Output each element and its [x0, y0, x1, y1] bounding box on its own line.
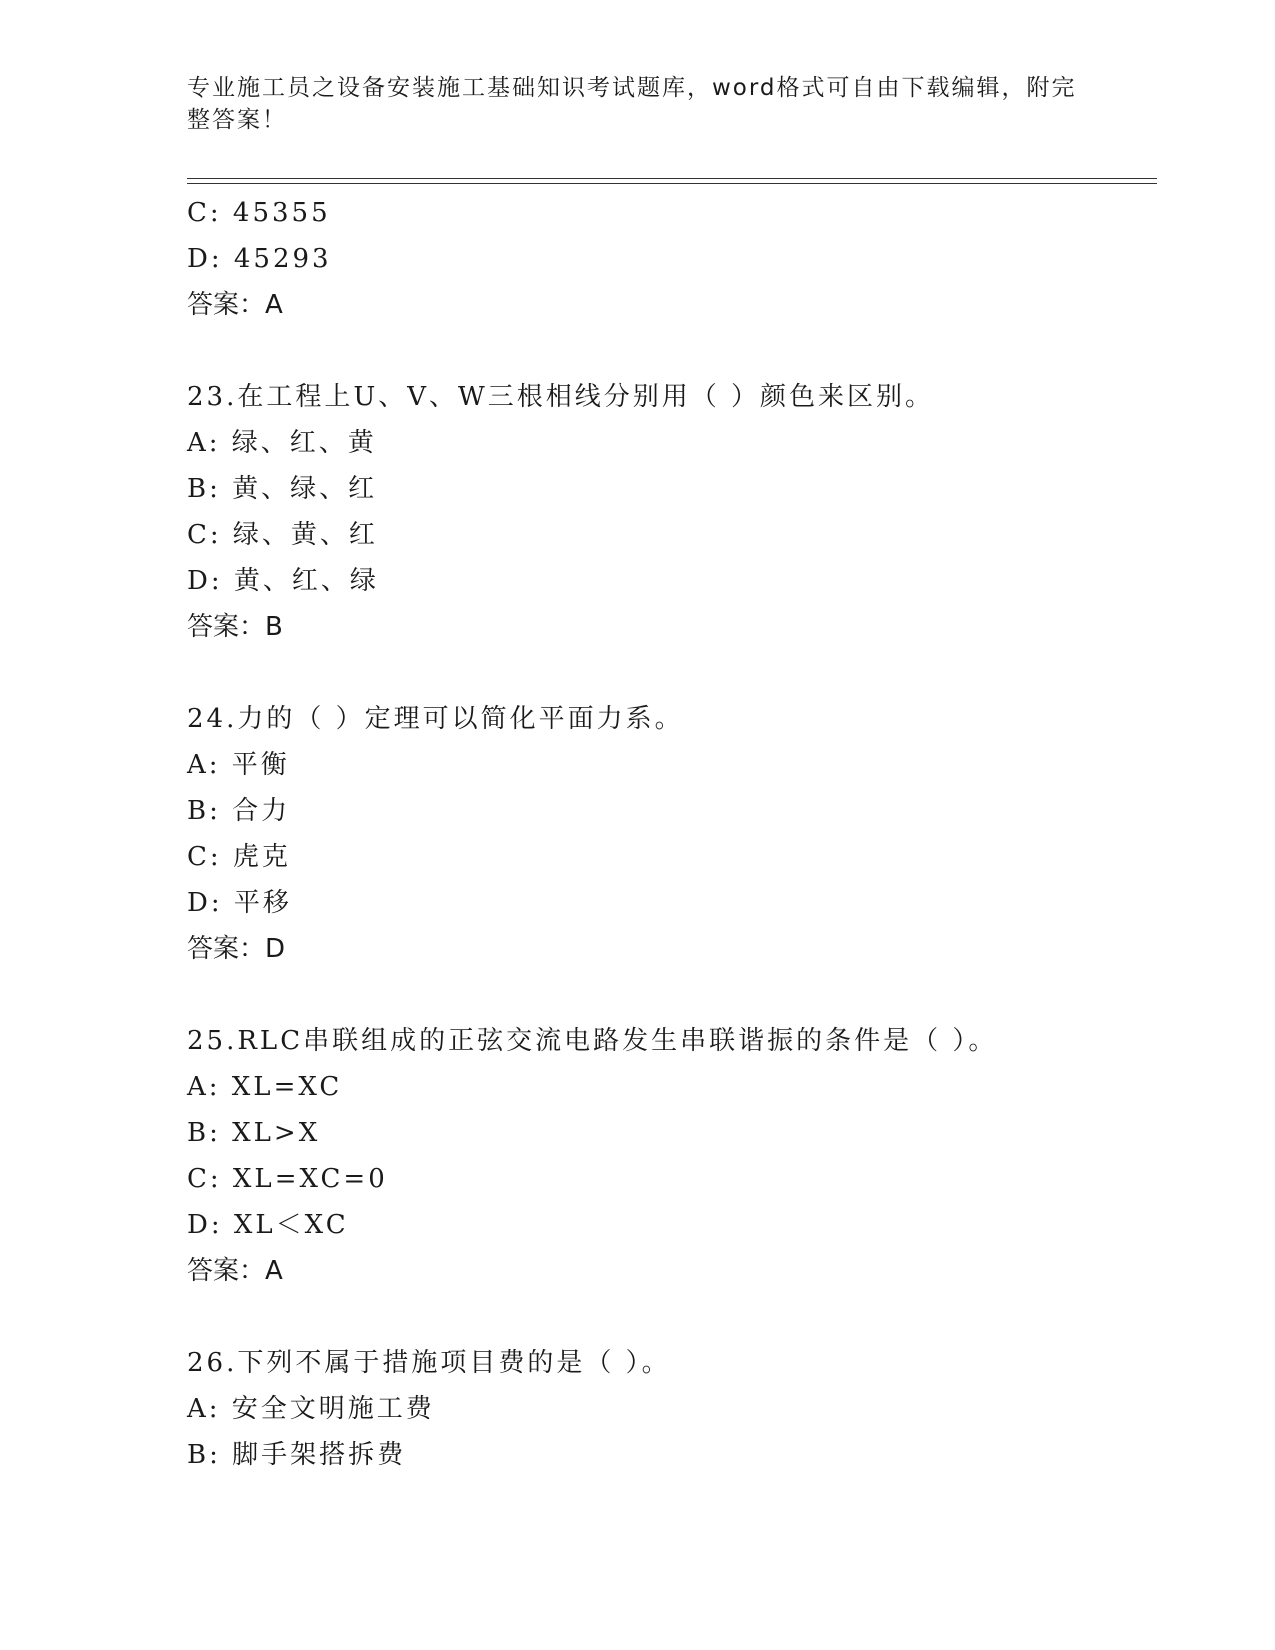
question-23 [187, 374, 1157, 650]
option-d: D: 45293 [187, 244, 332, 274]
option-b: B: XL>X [187, 1118, 321, 1148]
question-text: 23.在工程上U、V、W三根相线分别用（ ）颜色来区别。 [187, 382, 935, 412]
answer-line: 答案：A [187, 290, 283, 320]
answer-line: 答案：D [187, 934, 286, 964]
option-c: C: 虎克 [187, 842, 291, 872]
document-body [187, 190, 1157, 1478]
question-text: 24.力的（ ）定理可以简化平面力系。 [187, 704, 684, 734]
option-a: A: 绿、红、黄 [187, 428, 377, 458]
header-rule-bottom [187, 183, 1157, 184]
header-rule-top [187, 178, 1157, 179]
answer-line: 答案：B [187, 612, 283, 642]
header-line-1: 专业施工员之设备安装施工基础知识考试题库，word格式可自由下载编辑，附完 [187, 75, 1077, 101]
question-text: 25.RLC串联组成的正弦交流电路发生串联谐振的条件是（ ）。 [187, 1026, 998, 1056]
question-text: 26.下列不属于措施项目费的是（ ）。 [187, 1348, 671, 1378]
question-26 [187, 1340, 1157, 1478]
answer-line: 答案：A [187, 1256, 283, 1286]
option-b: B: 脚手架搭拆费 [187, 1440, 407, 1470]
question-24 [187, 696, 1157, 972]
option-c: C: 45355 [187, 198, 331, 228]
document-header [187, 72, 1087, 136]
option-d: D: XL＜XC [187, 1210, 349, 1240]
question-25 [187, 1018, 1157, 1294]
option-d: D: 平移 [187, 888, 292, 918]
option-a: A: XL=XC [187, 1072, 343, 1102]
option-c: C: 绿、黄、红 [187, 520, 378, 550]
option-c: C: XL=XC=0 [187, 1164, 388, 1194]
option-d: D: 黄、红、绿 [187, 566, 379, 596]
header-line-2: 整答案！ [187, 107, 287, 133]
option-b: B: 合力 [187, 796, 291, 826]
option-a: A: 安全文明施工费 [187, 1394, 435, 1424]
option-a: A: 平衡 [187, 750, 290, 780]
option-b: B: 黄、绿、红 [187, 474, 378, 504]
